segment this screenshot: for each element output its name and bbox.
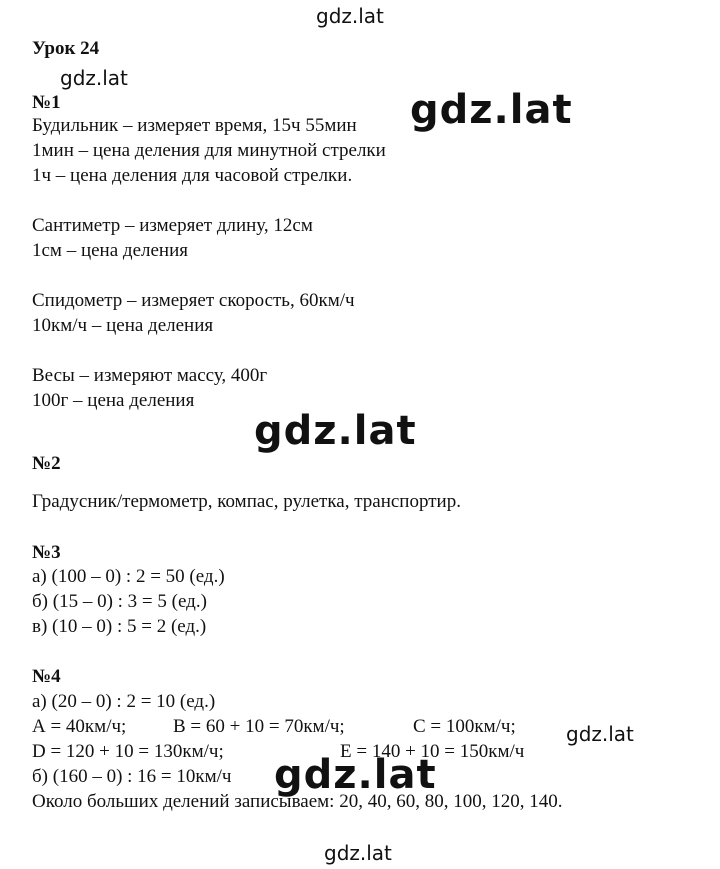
- watermark-top: gdz.lat: [316, 4, 384, 28]
- watermark-large-2: gdz.lat: [254, 408, 417, 454]
- watermark-left: gdz.lat: [60, 66, 128, 90]
- task4-c-value: С = 100км/ч;: [413, 716, 516, 737]
- task1-line: 1мин – цена деления для минутной стрелки: [32, 140, 386, 161]
- task1-line: 1ч – цена деления для часовой стрелки.: [32, 165, 353, 186]
- task4-d-value: D = 120 + 10 = 130км/ч;: [32, 741, 224, 762]
- task3-line: в) (10 – 0) : 5 = 2 (ед.): [32, 616, 207, 637]
- watermark-large-1: gdz.lat: [410, 87, 573, 133]
- watermark-right: gdz.lat: [566, 722, 634, 746]
- task1-line: 1см – цена деления: [32, 240, 188, 261]
- task4-b-value: В = 60 + 10 = 70км/ч;: [173, 716, 345, 737]
- task1-line: Будильник – измеряет время, 15ч 55мин: [32, 115, 357, 136]
- task4-line-b: б) (160 – 0) : 16 = 10км/ч: [32, 766, 232, 787]
- task1-line: 100г – цена деления: [32, 390, 195, 411]
- task4-line-last: Около больших делений записываем: 20, 40, 60, 80, 100, 120, 140.: [32, 791, 563, 812]
- task1-line: Спидометр – измеряет скорость, 60км/ч: [32, 290, 355, 311]
- task3-heading: №3: [32, 542, 61, 563]
- task3-line: б) (15 – 0) : 3 = 5 (ед.): [32, 591, 207, 612]
- task2-heading: №2: [32, 453, 61, 474]
- task2-line: Градусник/термометр, компас, рулетка, транспортир.: [32, 491, 461, 512]
- task4-e-value: Е = 140 + 10 = 150км/ч: [340, 741, 525, 762]
- task1-line: Весы – измеряют массу, 400г: [32, 365, 268, 386]
- task4-a-value: А = 40км/ч;: [32, 716, 127, 737]
- task4-line-a: а) (20 – 0) : 2 = 10 (ед.): [32, 691, 216, 712]
- watermark-bottom: gdz.lat: [324, 841, 392, 865]
- task3-line: а) (100 – 0) : 2 = 50 (ед.): [32, 566, 225, 587]
- task1-line: 10км/ч – цена деления: [32, 315, 214, 336]
- task1-line: Сантиметр – измеряет длину, 12см: [32, 215, 313, 236]
- task4-heading: №4: [32, 666, 61, 687]
- watermark-large-3: gdz.lat: [270, 752, 441, 798]
- lesson-title: Урок 24: [32, 38, 100, 59]
- task1-heading: №1: [32, 92, 61, 113]
